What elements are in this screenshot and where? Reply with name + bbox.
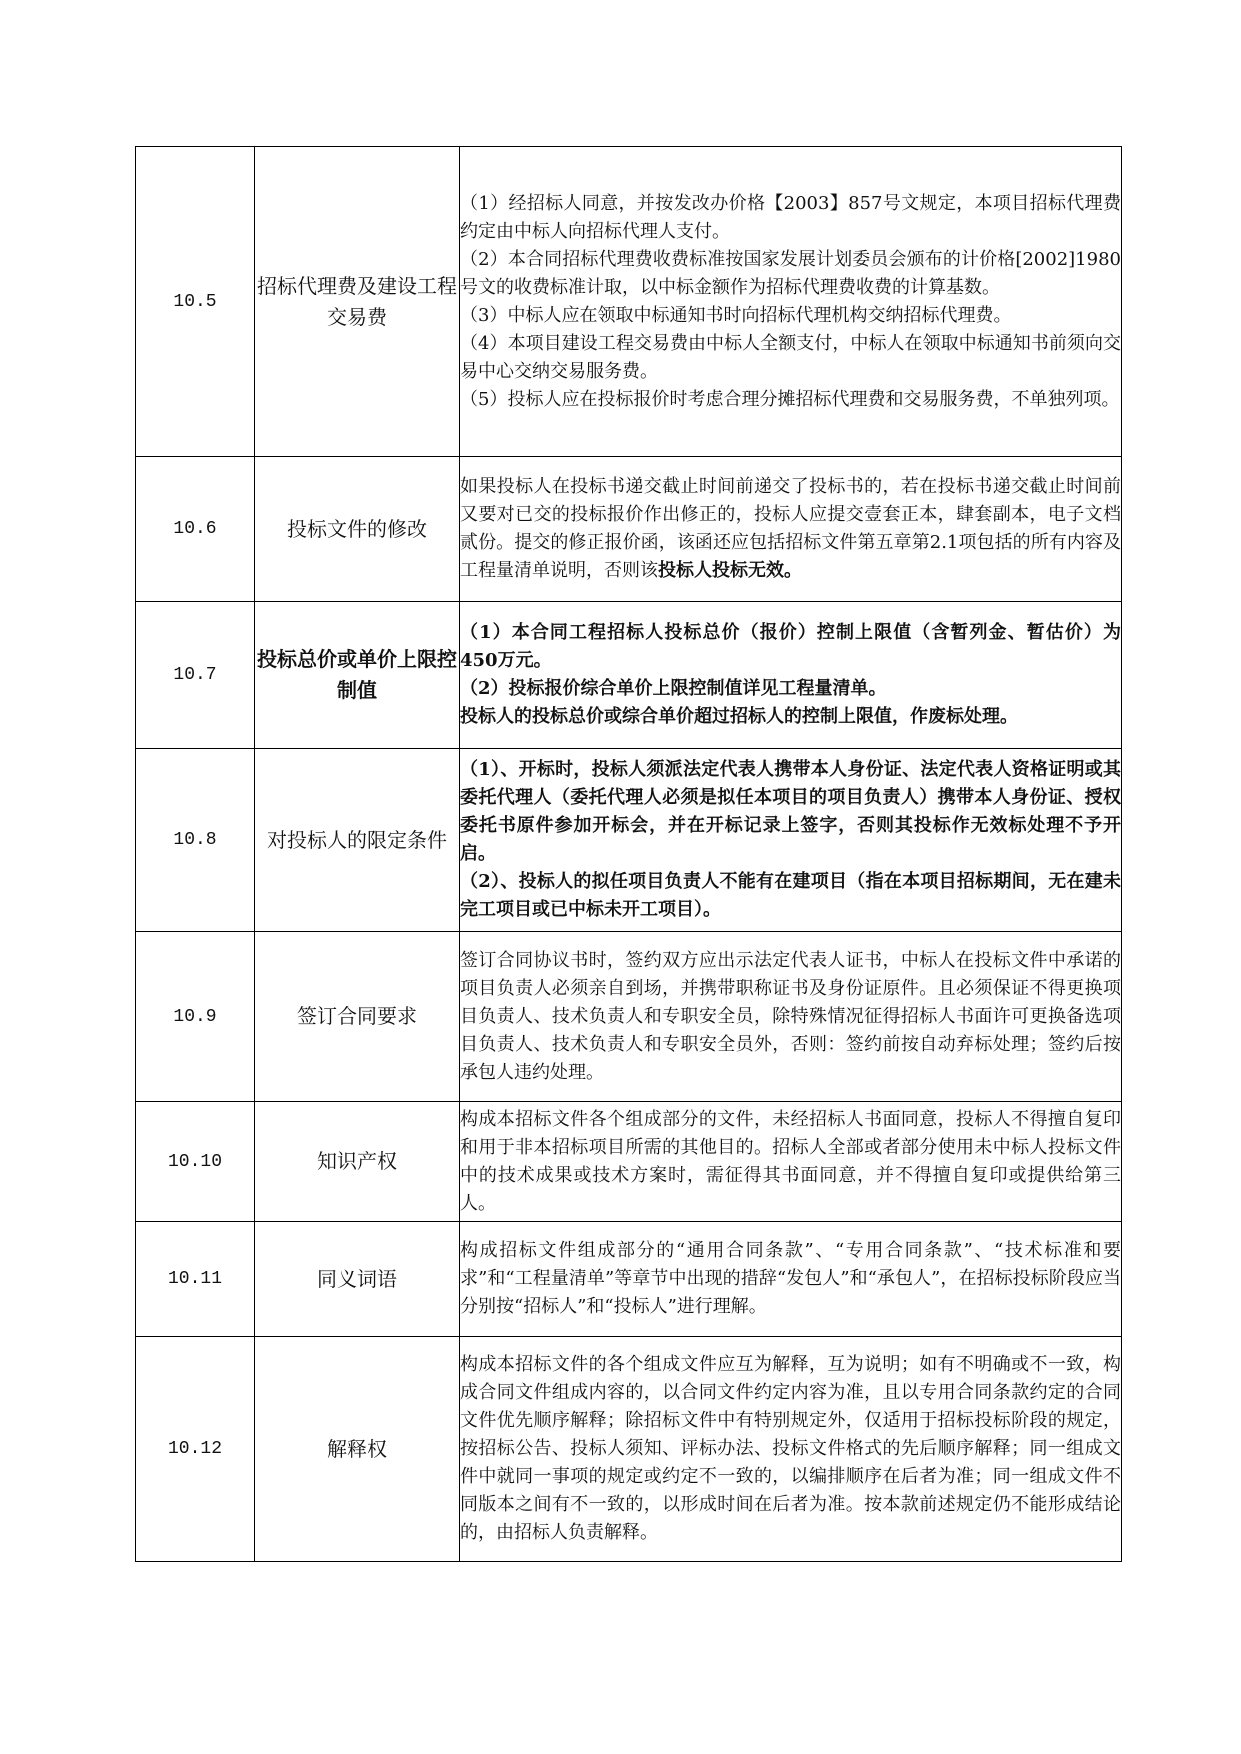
clause-paragraph: 签订合同协议书时，签约双方应出示法定代表人证书，中标人在投标文件中承诺的项目负责人必须亲自到场，并携带职称证书及身份证原件。且必须保证不得更换项目负责人、技术负责人和专职安全员，除特殊情况征得招标人书面许可更换备选项目负责人、技术负责人和专职安全员外，否则：签约前按自动弃标处理；签约后按承包人违约处理。	[460, 949, 1121, 1083]
clause-number: 10.7	[136, 602, 255, 749]
clause-content	[460, 1337, 1122, 1562]
clause-paragraph	[460, 473, 1121, 585]
table-row	[136, 602, 1122, 749]
table-row	[136, 749, 1122, 932]
clause-content	[460, 749, 1122, 932]
clause-paragraph: （2）投标报价综合单价上限控制值详见工程量清单。	[460, 678, 887, 699]
clause-paragraph: （1）本合同工程招标人投标总价（报价）控制上限值（含暂列金、暂估价）为 450万元。	[460, 622, 1139, 671]
clause-title: 知识产权	[255, 1102, 460, 1222]
clause-title: 同义词语	[255, 1222, 460, 1337]
clause-number: 10.10	[136, 1102, 255, 1222]
clause-text-emphasis: 投标人投标无效。	[658, 560, 802, 581]
clause-table	[135, 146, 1139, 1562]
table-row	[136, 1337, 1122, 1562]
table-row	[136, 457, 1122, 602]
clause-title: 招标代理费及建设工程交易费	[255, 147, 460, 457]
clause-paragraph: 投标人的投标总价或综合单价超过招标人的控制上限值，作废标处理。	[460, 706, 1018, 727]
clause-content	[460, 932, 1122, 1102]
clause-content	[460, 602, 1139, 749]
clause-content	[460, 457, 1122, 602]
clause-paragraph: （2）本合同招标代理费收费标准按国家发展计划委员会颁布的计价格[2002]1980号文的收费标准计取，以中标金额作为招标代理费收费的计算基数。	[460, 248, 1121, 298]
clause-paragraph: 构成招标文件组成部分的“通用合同条款”、“专用合同条款”、“技术标准和要求”和“工程量清单”等章节中出现的措辞“发包人”和“承包人”，在招标投标阶段应当分别按“招标人”和“投标人”进行理解。	[460, 1240, 1121, 1317]
clause-title: 解释权	[255, 1337, 460, 1562]
clause-paragraph: 构成本招标文件的各个组成文件应互为解释，互为说明；如有不明确或不一致，构成合同文件组成内容的，以合同文件约定内容为准，且以专用合同条款约定的合同文件优先顺序解释；除招标文件中有特别规定外，仅适用于招标投标阶段的规定，按招标公告、投标人须知、评标办法、投标文件格式的先后顺序解释；同一组成文件中就同一事项的规定或约定不一致的，以编排顺序在后者为准；同一组成文件不同版本之间有不一致的，以形成时间在后者为准。按本款前述规定仍不能形成结论的，由招标人负责解释。	[460, 1354, 1121, 1543]
clause-paragraph: （5）投标人应在投标报价时考虑合理分摊招标代理费和交易服务费，不单独列项。	[460, 388, 1120, 410]
clause-title: 对投标人的限定条件	[255, 749, 460, 932]
table-row	[136, 1102, 1122, 1222]
clause-number: 10.12	[136, 1337, 255, 1562]
clause-paragraph: 构成本招标文件各个组成部分的文件，未经招标人书面同意，投标人不得擅自复印和用于非本招标项目所需的其他目的。招标人全部或者部分使用未中标人投标文件中的技术成果或技术方案时，需征得其书面同意，并不得擅自复印或提供给第三人。	[460, 1108, 1121, 1214]
clause-title: 签订合同要求	[255, 932, 460, 1102]
clause-number: 10.8	[136, 749, 255, 932]
clause-number: 10.5	[136, 147, 255, 457]
clause-paragraph: （3）中标人应在领取中标通知书时向招标代理机构交纳招标代理费。	[460, 304, 1012, 326]
clause-text: 如果投标人在投标书递交截止时间前递交了投标书的，若在投标书递交截止时间前又要对已交的投标报价作出修正的，投标人应提交壹套正本，肆套副本，电子文档贰份。提交的修正报价函，该函还应包括招标文件第五章第2.1项包括的所有内容及工程量清单说明，否则该	[460, 476, 1121, 581]
table-row	[136, 147, 1122, 457]
clause-content	[460, 147, 1122, 457]
clause-paragraph: （4）本项目建设工程交易费由中标人全额支付，中标人在领取中标通知书前须向交易中心交纳交易服务费。	[460, 332, 1121, 382]
clause-content	[460, 1102, 1122, 1222]
clause-paragraph: （1）经招标人同意，并按发改办价格【2003】857号文规定，本项目招标代理费约定由中标人向招标代理人支付。	[460, 192, 1121, 242]
clause-paragraph: （2）、投标人的拟任项目负责人不能有在建项目（指在本项目招标期间，无在建未完工项目或已中标未开工项目）。	[460, 871, 1121, 920]
clause-title: 投标文件的修改	[255, 457, 460, 602]
clause-content	[460, 1222, 1122, 1337]
clause-paragraph: （1）、开标时，投标人须派法定代表人携带本人身份证、法定代表人资格证明或其委托代理人（委托代理人必须是拟任本项目的项目负责人）携带本人身份证、授权委托书原件参加开标会，并在开标记录上签字，否则其投标作无效标处理不予开启。	[460, 759, 1121, 864]
clause-title: 投标总价或单价上限控制值	[255, 602, 460, 749]
clause-number: 10.6	[136, 457, 255, 602]
clause-number: 10.9	[136, 932, 255, 1102]
clause-number: 10.11	[136, 1222, 255, 1337]
table-row	[136, 1222, 1122, 1337]
table-row	[136, 932, 1122, 1102]
